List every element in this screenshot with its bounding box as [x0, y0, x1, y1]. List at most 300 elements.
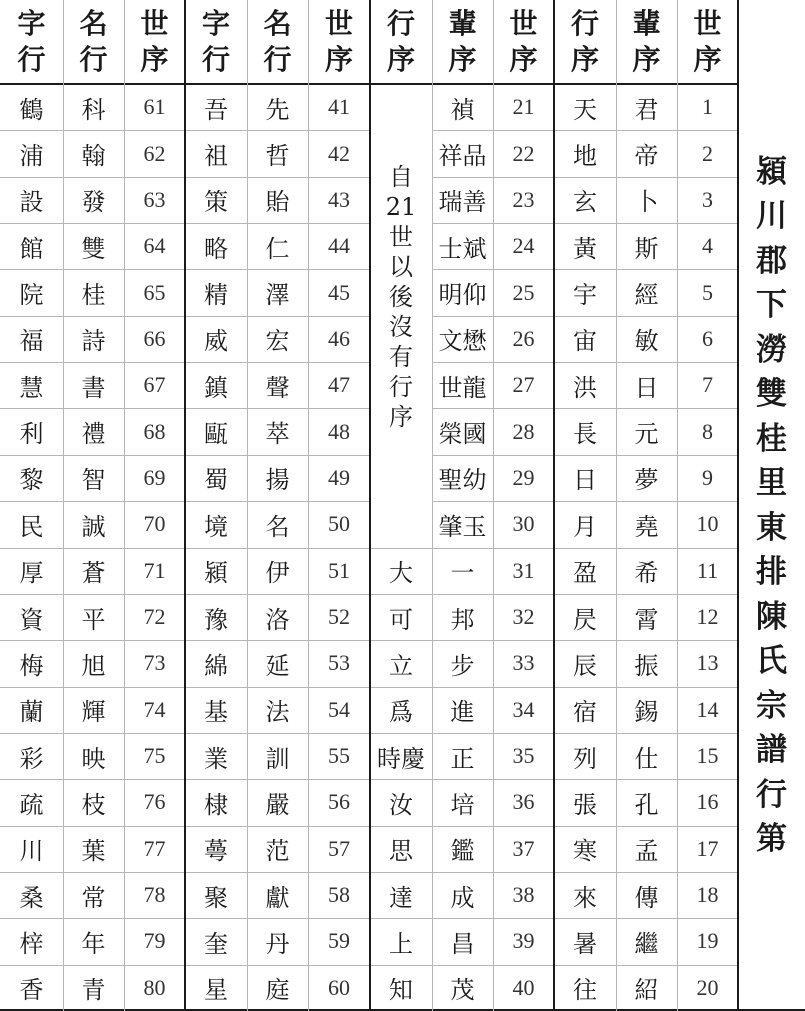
ming-hang-cell: 揚: [265, 466, 290, 495]
shi-xu-cell: 72: [143, 604, 166, 630]
ming-hang-cell: 澤: [265, 281, 290, 310]
title-char: 郡: [756, 242, 787, 279]
title-char: 里: [756, 465, 787, 501]
ming-hang-cell: 貽: [265, 188, 290, 217]
shi-xu-cell: 17: [696, 835, 719, 861]
hang-xu-cell: 暑: [573, 929, 597, 958]
row-divider: [432, 594, 738, 595]
header-char: 行: [263, 43, 292, 76]
ming-hang-cell: 先: [265, 95, 290, 124]
shi-xu-cell: 30: [512, 511, 535, 537]
bei-xu-cell: 茂: [450, 976, 475, 1005]
shi-xu-cell: 73: [143, 650, 166, 676]
shi-xu-cell: 32: [512, 604, 535, 630]
ming-hang-cell: 嚴: [265, 790, 290, 819]
row-divider: [432, 269, 738, 270]
zi-hang-cell: 鶴: [19, 95, 44, 124]
zi-hang-cell: 奎: [204, 929, 228, 958]
zi-hang-cell: 黎: [19, 466, 44, 495]
zi-hang-cell: 資: [19, 605, 44, 634]
bei-xu-cell: 希: [634, 559, 659, 588]
zi-hang-cell: 甌: [204, 420, 228, 449]
shi-xu-cell: 43: [328, 186, 350, 212]
bei-xu-cell: 肇玉: [438, 512, 487, 541]
bei-xu-cell: 敏: [634, 327, 659, 356]
shi-xu-cell: 11: [696, 557, 719, 583]
zi-hang-cell: 境: [204, 512, 228, 541]
note-char: 行: [389, 373, 413, 401]
column-header: [554, 0, 616, 84]
header-char: 輩: [632, 7, 661, 40]
hang-xu-cell: 爲: [389, 698, 413, 727]
zi-hang-cell: 威: [204, 327, 228, 356]
shi-xu-cell: 74: [143, 696, 166, 722]
hang-xu-cell: 宙: [573, 327, 597, 356]
row-divider: [432, 733, 738, 734]
title-char: 譜: [756, 732, 787, 768]
shi-xu-cell: 80: [143, 974, 166, 1000]
row-divider: [432, 640, 738, 641]
shi-xu-cell: 2: [702, 140, 713, 166]
group-divider: [369, 0, 371, 1011]
title-char: 澇: [756, 331, 787, 368]
shi-xu-cell: 23: [512, 186, 535, 212]
title-char: 第: [756, 821, 787, 857]
bei-xu-cell: 步: [450, 651, 475, 680]
zi-hang-cell: 院: [19, 281, 44, 310]
header-char: 世: [693, 7, 722, 40]
shi-xu-cell: 37: [512, 835, 535, 861]
shi-xu-cell: 76: [143, 789, 166, 815]
ming-hang-cell: 伊: [265, 559, 290, 588]
hang-xu-cell: 辰: [573, 651, 597, 680]
ming-hang-cell: 發: [81, 188, 106, 217]
shi-xu-cell: 5: [702, 279, 713, 305]
shi-xu-cell: 35: [512, 743, 535, 769]
ming-hang-cell: 宏: [265, 327, 290, 356]
bei-xu-cell: 孟: [634, 837, 659, 866]
no-sequence-note: [370, 84, 432, 548]
hang-xu-cell: 地: [573, 142, 597, 171]
column-header: [432, 0, 493, 84]
hang-xu-cell: 時慶: [377, 744, 425, 773]
zi-hang-cell: 浦: [19, 142, 44, 171]
zi-hang-cell: 吾: [204, 95, 228, 124]
ming-hang-cell: 洛: [265, 605, 290, 634]
ming-hang-cell: 雙: [81, 234, 106, 263]
hang-xu-cell: 來: [573, 883, 597, 912]
hang-xu-cell: 月: [573, 512, 597, 541]
title-char: 川: [756, 198, 787, 234]
zi-hang-cell: 桑: [19, 883, 44, 912]
hang-xu-cell: 昃: [573, 605, 597, 634]
shi-xu-cell: 68: [143, 418, 166, 444]
hang-xu-cell: 長: [573, 420, 597, 449]
row-divider: [370, 872, 432, 873]
hang-xu-cell: 上: [389, 929, 413, 958]
ming-hang-cell: 獻: [265, 883, 290, 912]
bei-xu-cell: 成: [450, 883, 475, 912]
zi-hang-cell: 慧: [19, 373, 44, 402]
shi-xu-cell: 61: [143, 94, 166, 120]
header-char: 字: [17, 7, 46, 40]
shi-xu-cell: 21: [512, 94, 535, 120]
bei-xu-cell: 聖幼: [438, 466, 487, 495]
zi-hang-cell: 豫: [204, 605, 228, 634]
ming-hang-cell: 仁: [265, 234, 290, 263]
ming-hang-cell: 詩: [81, 327, 106, 356]
hang-xu-cell: 汝: [389, 790, 413, 819]
shi-xu-cell: 42: [328, 140, 350, 166]
shi-xu-cell: 69: [143, 464, 166, 490]
note-char: 序: [389, 403, 413, 431]
ming-hang-cell: 年: [81, 929, 106, 958]
zi-hang-cell: 梅: [19, 651, 44, 680]
bei-xu-cell: 榮國: [438, 420, 487, 449]
header-char: 世: [140, 7, 169, 40]
bei-xu-cell: 進: [450, 698, 475, 727]
shi-xu-cell: 27: [512, 372, 535, 398]
shi-xu-cell: 44: [328, 233, 350, 259]
header-char: 字: [201, 7, 230, 40]
zi-hang-cell: 香: [19, 976, 44, 1005]
shi-xu-cell: 10: [696, 511, 719, 537]
note-char: 有: [389, 343, 413, 371]
column-divider: [308, 0, 309, 1011]
bei-xu-cell: 正: [450, 744, 475, 773]
bei-xu-cell: 禎: [450, 95, 475, 124]
row-divider: [370, 779, 432, 780]
shi-xu-cell: 40: [512, 974, 535, 1000]
shi-xu-cell: 34: [512, 696, 535, 722]
row-divider: [432, 826, 738, 827]
note-char: 以: [389, 253, 413, 281]
hang-xu-cell: 張: [573, 790, 597, 819]
ming-hang-cell: 訓: [265, 744, 290, 773]
bei-xu-cell: 卜: [634, 188, 659, 217]
hang-xu-cell: 大: [389, 559, 413, 588]
row-divider: [432, 687, 738, 688]
hang-xu-cell: 立: [389, 651, 413, 680]
ming-hang-cell: 書: [81, 373, 106, 402]
ming-hang-cell: 庭: [265, 976, 290, 1005]
shi-xu-cell: 16: [696, 789, 719, 815]
column-divider: [432, 0, 433, 1011]
shi-xu-cell: 6: [702, 325, 713, 351]
zi-hang-cell: 蜀: [204, 466, 228, 495]
header-char: 序: [386, 43, 415, 76]
column-header: [493, 0, 554, 84]
shi-xu-cell: 26: [512, 325, 535, 351]
row-divider: [370, 918, 432, 919]
ming-hang-cell: 蒼: [81, 559, 106, 588]
bei-xu-cell: 瑞善: [438, 188, 487, 217]
row-divider: [432, 872, 738, 873]
bei-xu-cell: 仕: [634, 744, 659, 773]
zi-hang-cell: 厚: [19, 559, 44, 588]
shi-xu-cell: 75: [143, 743, 166, 769]
shi-xu-cell: 65: [143, 279, 166, 305]
title-char: 氏: [756, 643, 787, 679]
shi-xu-cell: 22: [512, 140, 535, 166]
header-char: 序: [448, 43, 477, 76]
header-char: 名: [79, 7, 108, 40]
header-char: 序: [632, 43, 661, 76]
hang-xu-cell: 往: [573, 976, 597, 1005]
shi-xu-cell: 77: [143, 835, 166, 861]
zi-hang-cell: 業: [204, 744, 228, 773]
shi-xu-cell: 66: [143, 325, 166, 351]
zi-hang-cell: 館: [19, 234, 44, 263]
hang-xu-cell: 達: [389, 883, 413, 912]
bei-xu-cell: 夢: [634, 466, 659, 495]
header-char: 行: [17, 43, 46, 76]
bei-xu-cell: 錫: [634, 698, 659, 727]
row-divider: [432, 501, 738, 502]
header-char: 行: [201, 43, 230, 76]
ming-hang-cell: 誠: [81, 512, 106, 541]
hang-xu-cell: 宿: [573, 698, 597, 727]
note-char: 沒: [389, 313, 413, 341]
row-divider: [432, 548, 738, 549]
row-divider: [432, 965, 738, 966]
ming-hang-cell: 哲: [265, 142, 290, 171]
ming-hang-cell: 法: [265, 698, 290, 727]
shi-xu-cell: 63: [143, 186, 166, 212]
zi-hang-cell: 綿: [204, 651, 228, 680]
row-divider: [370, 548, 432, 549]
column-header: [185, 0, 247, 84]
shi-xu-cell: 78: [143, 882, 166, 908]
note-char: 自: [389, 163, 413, 191]
shi-xu-cell: 7: [702, 372, 713, 398]
ming-hang-cell: 智: [81, 466, 106, 495]
column-divider: [493, 0, 494, 1011]
bei-xu-cell: 世龍: [438, 373, 487, 402]
zi-hang-cell: 策: [204, 188, 228, 217]
shi-xu-cell: 38: [512, 882, 535, 908]
bei-xu-cell: 經: [634, 281, 659, 310]
shi-xu-cell: 59: [328, 928, 350, 954]
zi-hang-cell: 川: [19, 837, 44, 866]
title-char: 排: [756, 554, 787, 590]
header-char: 世: [324, 7, 353, 40]
hang-xu-cell: 寒: [573, 837, 597, 866]
bei-xu-cell: 文懋: [438, 327, 487, 356]
shi-xu-cell: 29: [512, 464, 535, 490]
shi-xu-cell: 8: [702, 418, 713, 444]
row-divider: [370, 733, 432, 734]
header-char: 序: [693, 43, 722, 76]
shi-xu-cell: 52: [328, 604, 350, 630]
shi-xu-cell: 13: [696, 650, 719, 676]
ming-hang-cell: 禮: [81, 420, 106, 449]
column-header: [616, 0, 677, 84]
hang-xu-cell: 列: [573, 744, 597, 773]
shi-xu-cell: 49: [328, 464, 350, 490]
column-header: [124, 0, 185, 84]
shi-xu-cell: 57: [328, 835, 350, 861]
bei-xu-cell: 元: [634, 420, 659, 449]
shi-xu-cell: 1: [702, 94, 713, 120]
header-char: 世: [509, 7, 538, 40]
row-divider: [432, 918, 738, 919]
note-char: 世: [389, 223, 413, 251]
row-divider: [432, 455, 738, 456]
shi-xu-cell: 25: [512, 279, 535, 305]
shi-xu-cell: 54: [328, 696, 350, 722]
bei-xu-cell: 鑑: [450, 837, 475, 866]
hang-xu-cell: 知: [389, 976, 413, 1005]
row-divider: [370, 965, 432, 966]
header-char: 序: [509, 43, 538, 76]
shi-xu-cell: 46: [328, 325, 350, 351]
shi-xu-cell: 71: [143, 557, 166, 583]
header-char: 行: [79, 43, 108, 76]
hang-xu-cell: 盈: [573, 559, 597, 588]
shi-xu-cell: 55: [328, 743, 350, 769]
ming-hang-cell: 名: [265, 512, 290, 541]
shi-xu-cell: 33: [512, 650, 535, 676]
shi-xu-cell: 3: [702, 186, 713, 212]
title-char: 雙: [756, 376, 787, 412]
shi-xu-cell: 51: [328, 557, 350, 583]
group-divider: [553, 0, 555, 1011]
hang-xu-cell: 可: [389, 605, 413, 634]
shi-xu-cell: 28: [512, 418, 535, 444]
row-divider: [432, 408, 738, 409]
shi-xu-cell: 9: [702, 464, 713, 490]
ming-hang-cell: 丹: [265, 929, 290, 958]
bei-xu-cell: 昌: [450, 929, 475, 958]
ming-hang-cell: 常: [81, 883, 106, 912]
zi-hang-cell: 疏: [19, 790, 44, 819]
zi-hang-cell: 基: [204, 698, 228, 727]
bei-xu-cell: 日: [634, 373, 659, 402]
zi-hang-cell: 梓: [19, 929, 44, 958]
zi-hang-cell: 蕚: [204, 837, 228, 866]
zi-hang-cell: 略: [204, 234, 228, 263]
hang-xu-cell: 洪: [573, 373, 597, 402]
column-header: [247, 0, 308, 84]
note-char: 後: [389, 283, 413, 311]
hang-xu-cell: 天: [573, 95, 597, 124]
shi-xu-cell: 50: [328, 511, 350, 537]
row-divider: [432, 779, 738, 780]
zi-hang-cell: 鎮: [204, 373, 228, 402]
bei-xu-cell: 傳: [634, 883, 659, 912]
shi-xu-cell: 19: [696, 928, 719, 954]
bei-xu-cell: 士斌: [438, 234, 487, 263]
row-divider: [432, 316, 738, 317]
ming-hang-cell: 延: [265, 651, 290, 680]
bei-xu-cell: 紹: [634, 976, 659, 1005]
ming-hang-cell: 平: [81, 605, 106, 634]
header-char: 序: [140, 43, 169, 76]
title-char: 下: [756, 287, 787, 323]
hang-xu-cell: 思: [389, 837, 413, 866]
bei-xu-cell: 振: [634, 651, 659, 680]
header-char: 名: [263, 7, 292, 40]
hang-xu-cell: 黃: [573, 234, 597, 263]
shi-xu-cell: 56: [328, 789, 350, 815]
bei-xu-cell: 培: [450, 790, 475, 819]
zi-hang-cell: 潁: [204, 559, 228, 588]
zi-hang-cell: 祖: [204, 142, 228, 171]
shi-xu-cell: 48: [328, 418, 350, 444]
shi-xu-cell: 53: [328, 650, 350, 676]
zi-hang-cell: 精: [204, 281, 228, 310]
shi-xu-cell: 36: [512, 789, 535, 815]
bei-xu-cell: 明仰: [438, 281, 487, 310]
row-divider: [370, 687, 432, 688]
ming-hang-cell: 旭: [81, 651, 106, 680]
shi-xu-cell: 64: [143, 233, 166, 259]
ming-hang-cell: 青: [81, 976, 106, 1005]
column-divider: [247, 0, 248, 1011]
ming-hang-cell: 聲: [265, 373, 290, 402]
zi-hang-cell: 蘭: [19, 698, 44, 727]
shi-xu-cell: 20: [696, 974, 719, 1000]
shi-xu-cell: 58: [328, 882, 350, 908]
row-divider: [370, 826, 432, 827]
bei-xu-cell: 君: [634, 95, 659, 124]
shi-xu-cell: 67: [143, 372, 166, 398]
ming-hang-cell: 輝: [81, 698, 106, 727]
bei-xu-cell: 一: [450, 559, 475, 588]
bei-xu-cell: 孔: [634, 790, 659, 819]
shi-xu-cell: 4: [702, 233, 713, 259]
shi-xu-cell: 14: [696, 696, 719, 722]
note-char: 21: [385, 193, 417, 221]
group-divider: [184, 0, 186, 1011]
header-char: 序: [570, 43, 599, 76]
bei-xu-cell: 帝: [634, 142, 659, 171]
column-header: [677, 0, 738, 84]
row-divider: [370, 594, 432, 595]
ming-hang-cell: 桂: [81, 281, 106, 310]
hang-xu-cell: 玄: [573, 188, 597, 217]
zi-hang-cell: 福: [19, 327, 44, 356]
zi-hang-cell: 民: [19, 512, 44, 541]
title-char: 陳: [756, 598, 787, 635]
title-char: 桂: [756, 420, 787, 457]
zi-hang-cell: 棣: [204, 790, 228, 819]
zi-hang-cell: 設: [19, 188, 44, 217]
bei-xu-cell: 邦: [450, 605, 475, 634]
bei-xu-cell: 祥品: [438, 142, 487, 171]
title-char: 宗: [756, 687, 787, 724]
title-char: 潁: [756, 153, 787, 190]
page-title: [738, 0, 805, 1011]
bei-xu-cell: 繼: [634, 929, 659, 958]
shi-xu-cell: 60: [328, 974, 350, 1000]
hang-xu-cell: 宇: [573, 281, 597, 310]
shi-xu-cell: 24: [512, 233, 535, 259]
bei-xu-cell: 堯: [634, 512, 659, 541]
column-header: [63, 0, 124, 84]
column-divider: [63, 0, 64, 1011]
row-divider: [370, 640, 432, 641]
column-divider: [677, 0, 678, 1011]
row-divider: [432, 177, 738, 178]
header-char: 輩: [448, 7, 477, 40]
column-header: [308, 0, 370, 84]
header-char: 行: [386, 7, 415, 40]
shi-xu-cell: 18: [696, 882, 719, 908]
zi-hang-cell: 聚: [204, 883, 228, 912]
column-divider: [124, 0, 125, 1011]
